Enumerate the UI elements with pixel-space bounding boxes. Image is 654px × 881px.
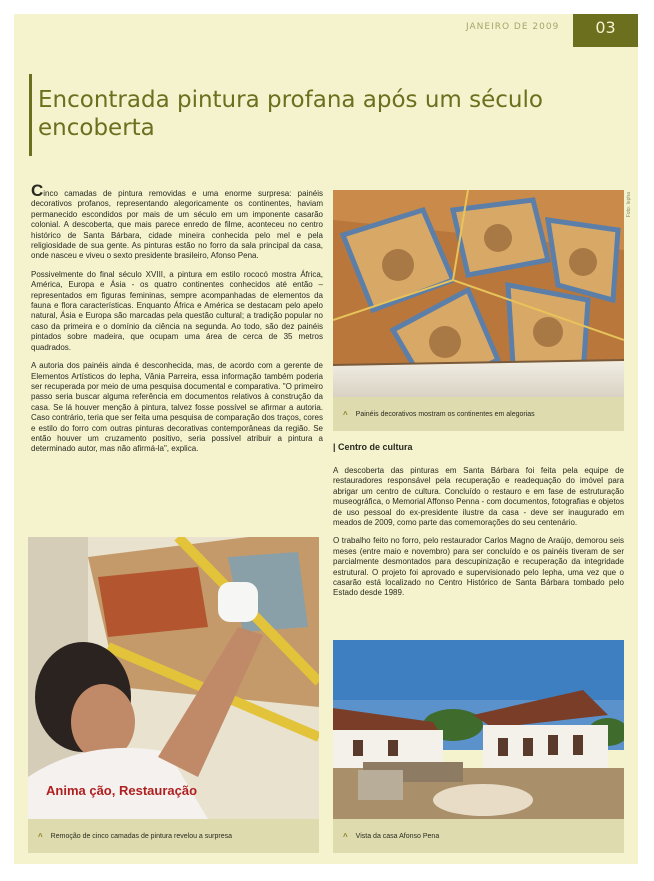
ceiling-caption (333, 397, 624, 431)
chevron-up-icon: ^ (343, 409, 348, 419)
paragraph-3: A autoria dos painéis ainda é desconhecida, mas, de acordo com a gerente de Elementos Artísticos do Iepha, Vânia Parreira, essa informação também poderia ser recuperada por meio de uma pesquisa documental e comparativa. "O primeiro passo seria buscar alguma referência em documentos relativos à construção da casa. Se lá houver menção à pintura, talvez fosse possível se afirmar a autoria. Caso contrário, teria que ser feita uma pesquisa de comparação dos traços, cores e estilo do forro com outras pinturas decorativas contemporâneas da região. Se então houver um cruzamento positivo, seria possível atribuir a pintura a determinado autor, mas não afirmá-la", explica. (31, 361, 323, 454)
chevron-up-icon: ^ (38, 831, 43, 841)
paragraph-4: A descoberta das pinturas em Santa Bárbara foi feita pela equipe de restauradores responsável pela recuperação e readequação do imóvel para abrigar um centro de cultura. Concluído o restauro e em fase de estruturação museográfica, o Memorial Affonso Penna - com documentos, fotografias e objetos de uso pessoal do ex-presidente ilustre da casa - deve ser inaugurado em meados de 2009, como parte das comemorações do seu centenário. (333, 466, 624, 528)
ceiling-caption-text: Painéis decorativos mostram os continentes em alegorias (355, 410, 535, 418)
photo-credit: Foto: Iepha (626, 192, 632, 218)
chevron-up-icon: ^ (343, 831, 348, 841)
house-caption (333, 819, 624, 853)
title-accent-bar (29, 74, 32, 156)
section-heading: | Centro de cultura (333, 442, 413, 452)
left-text-column (31, 181, 323, 463)
ceiling-photo (333, 190, 624, 397)
magazine-page (14, 14, 638, 864)
house-image (333, 640, 624, 819)
restorer-photo (28, 537, 319, 819)
drop-cap: C (31, 181, 44, 200)
paragraph-1-text: inco camadas de pintura removidas e uma enorme surpresa: painéis decorativos profanos, representando alegoricamente os continentes, haviam permanecido escondidos por mais de um século em um imponente casarão colonial. A descoberta, que mais parece enredo de filme, aconteceu no centro histórico de Santa Bárbara, cidade mineira conhecida pelo mel e pela religiosidade de sua gente. As pinturas estão no forro da sala principal da casa, onde nasceu e viveu o sexto presidente brasileiro, Afonso Pena. (31, 189, 323, 261)
house-caption-text: Vista da casa Afonso Pena (355, 832, 440, 840)
restorer-image (28, 537, 319, 819)
paragraph-1 (31, 181, 323, 262)
shirt-logo-text: Anima ção, Restauração (46, 783, 198, 798)
restorer-caption (28, 819, 319, 853)
page-number: 03 (573, 14, 638, 47)
right-text-column (333, 466, 624, 607)
house-photo (333, 640, 624, 819)
paragraph-5: O trabalho feito no forro, pelo restaurador Carlos Magno de Araújo, demorou seis meses (entre maio e novembro) para ser concluído e os painéis tiveram de ser parcialmente desmontados para descupinização e recuperação da integridade estrutural. O projeto foi aprovado e supervisionado pelo Iepha, uma vez que o casarão está localizado no Centro Histórico de Santa Bárbara tombado pelo Estado desde 1989. (333, 536, 624, 598)
paragraph-2: Possivelmente do final século XVIII, a pintura em estilo rococó mostra África, América, Europa e Ásia - os quatro continentes conhecidos até então – representados em figuras femininas, sempre acompanhadas de elementos da fauna e flora características. Enquanto África e América se destacam pelo apelo natural, Ásia e Europa são marcadas pela questão cultural; a tradição popular no caso da primeira e o domínio da ciência na segunda. Ao todo, são dez painéis pintados sobre madeira, que ocupam uma área de cerca de 35 metros quadrados. (31, 269, 323, 352)
restorer-caption-text: Remoção de cinco camadas de pintura revelou a surpresa (50, 832, 232, 840)
article-title: Encontrada pintura profana após um século encoberta (38, 87, 543, 141)
issue-date: JANEIRO DE 2009 (466, 22, 560, 32)
ceiling-painting-image (333, 190, 624, 397)
